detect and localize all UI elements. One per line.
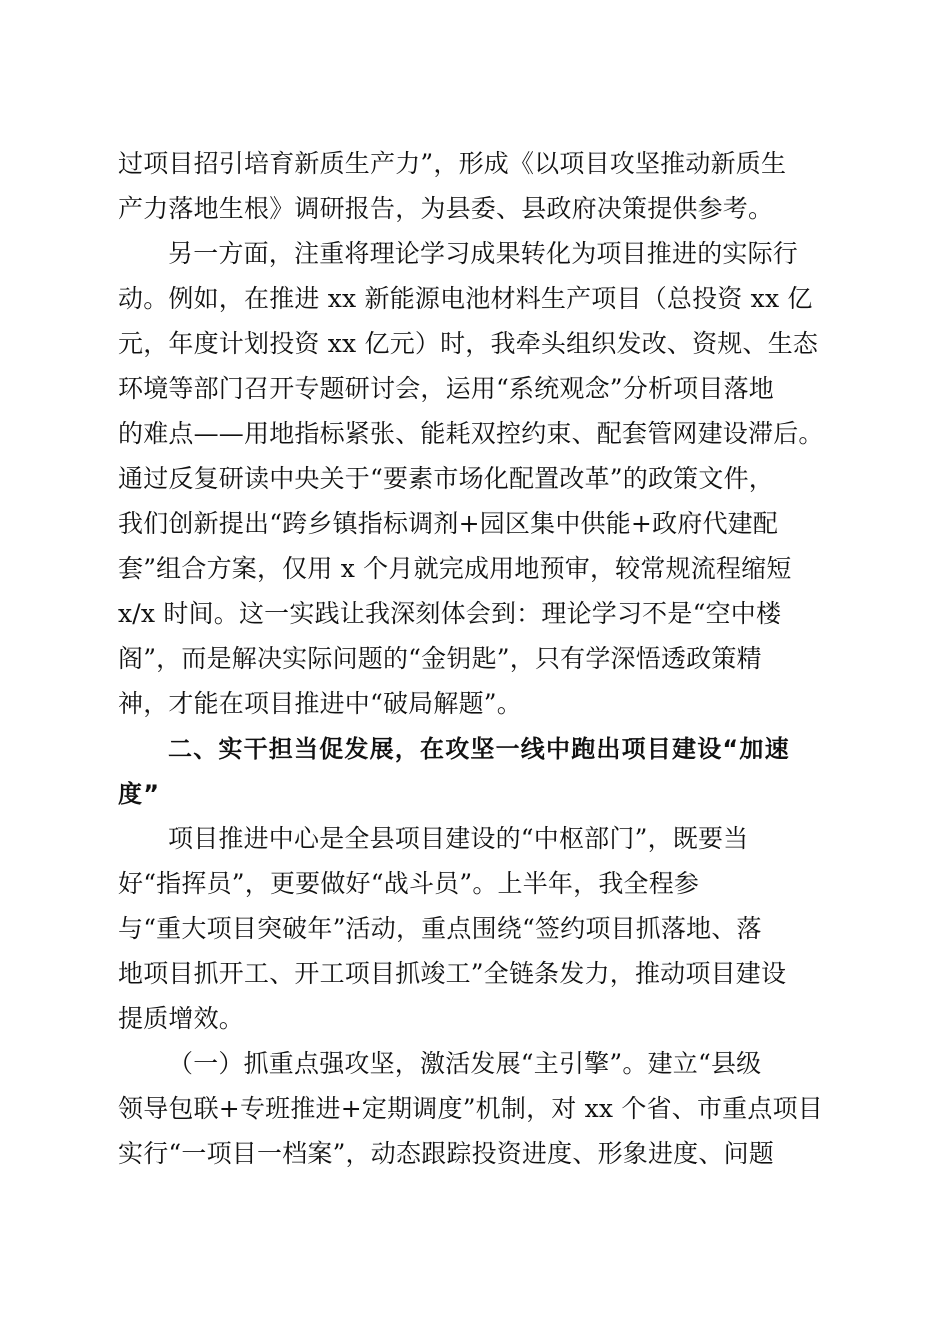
text-line: 好“指挥员”，更要做好“战斗员”。上半年，我全程参 <box>118 869 700 898</box>
text-line: 套”组合方案，仅用 x 个月就完成用地预审，较常规流程缩短 <box>118 554 792 583</box>
text-line: 动。例如，在推进 xx 新能源电池材料生产项目（总投资 xx 亿 <box>118 284 813 313</box>
text-line: 提质增效。 <box>118 1004 245 1033</box>
text-line: 神，才能在项目推进中“破局解题”。 <box>118 689 522 718</box>
text-line: 的难点——用地指标紧张、能耗双控约束、配套管网建设滞后。 <box>118 419 824 448</box>
text-line: x/x 时间。这一实践让我深刻体会到：理论学习不是“空中楼 <box>118 599 782 628</box>
text-line: 产力落地生根》调研报告，为县委、县政府决策提供参考。 <box>118 194 774 223</box>
text-line: 实行“一项目一档案”，动态跟踪投资进度、形象进度、问题 <box>118 1139 774 1168</box>
text-line: 我们创新提出“跨乡镇指标调剂+园区集中供能+政府代建配 <box>118 509 779 538</box>
text-line: 环境等部门召开专题研讨会，运用“系统观念”分析项目落地 <box>118 374 774 403</box>
text-line: 阁”，而是解决实际问题的“金钥匙”，只有学深悟透政策精 <box>118 644 762 673</box>
text-line: 通过反复研读中央关于“要素市场化配置改革”的政策文件， <box>118 464 774 493</box>
text-line: 过项目招引培育新质生产力”，形成《以项目攻坚推动新质生 <box>118 149 787 178</box>
paragraph-first-line: 项目推进中心是全县项目建设的“中枢部门”，既要当 <box>168 824 749 853</box>
text-line: 与“重大项目突破年”活动，重点围绕“签约项目抓落地、落 <box>118 914 762 943</box>
text-line: 元，年度计划投资 xx 亿元）时，我牵头组织发改、资规、生态 <box>118 329 819 358</box>
paragraph-first-line: 另一方面，注重将理论学习成果转化为项目推进的实际行 <box>168 239 799 268</box>
section-heading: 二、实干担当促发展，在攻坚一线中跑出项目建设“加速 <box>168 735 790 763</box>
text-line: 领导包联+专班推进+定期调度”机制，对 xx 个省、市重点项目 <box>118 1094 823 1123</box>
subsection-first-line: （一）抓重点强攻坚，激活发展“主引擎”。建立“县级 <box>168 1049 762 1078</box>
section-heading-continued: 度” <box>118 780 161 808</box>
text-line: 地项目抓开工、开工项目抓竣工”全链条发力，推动项目建设 <box>118 959 787 988</box>
